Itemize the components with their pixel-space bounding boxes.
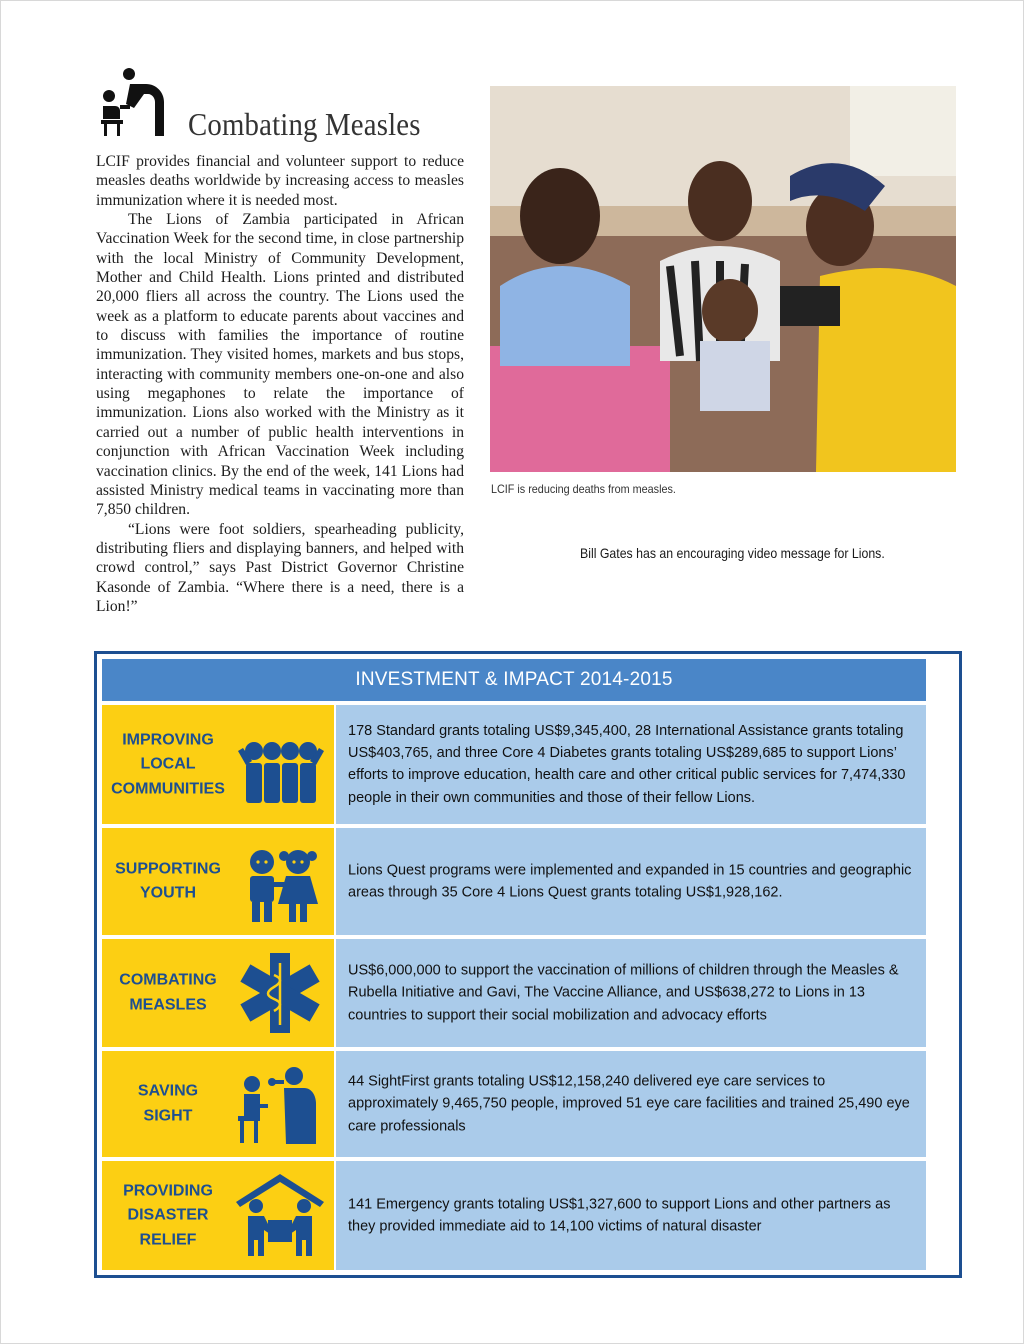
impact-label-cell <box>102 828 334 935</box>
impact-label-cell <box>102 1051 334 1157</box>
impact-label: PROVIDING DISASTER RELIEF <box>123 1181 213 1248</box>
impact-text-cell <box>336 705 926 824</box>
children-icon <box>234 838 326 926</box>
impact-row-disaster <box>102 1161 926 1270</box>
impact-row-communities <box>102 705 926 824</box>
impact-text: 141 Emergency grants totaling US$1,327,600 to support Lions and other partners as they provided immediate aid to 14,100 victims of natural disaster <box>348 1196 891 1235</box>
impact-text: 44 SightFirst grants totaling US$12,158,240 delivered eye care services to approximately 9,465,750 people, improved 51 eye care facilities and trained 25,490 eye care professionals <box>348 1073 910 1135</box>
photo-caption: LCIF is reducing deaths from measles. <box>491 482 676 496</box>
article-body <box>96 152 464 616</box>
impact-text: Lions Quest programs were implemented and expanded in 15 countries and geographic areas through 35 Core 4 Lions Quest grants totaling US$1,928,162. <box>348 862 912 901</box>
article-paragraph: “Lions were foot soldiers, spearheading publicity, distributing fliers and displaying banners, and helped with crowd control,” says Past District Governor Christine Kasonde of Zambia. “Where there is a need, there is a Lion!” <box>96 520 464 615</box>
video-note[interactable]: Bill Gates has an encouraging video message for Lions. <box>580 545 885 561</box>
impact-row-measles <box>102 939 926 1047</box>
eye-exam-icon <box>234 1060 326 1148</box>
star-of-life-icon <box>234 949 326 1037</box>
impact-text-cell <box>336 939 926 1047</box>
disaster-relief-icon <box>234 1172 326 1260</box>
impact-row-sight <box>102 1051 926 1157</box>
article-title: Combating Measles <box>188 106 421 142</box>
vaccination-icon <box>100 66 168 136</box>
impact-text-cell <box>336 1051 926 1157</box>
impact-label: COMBATING MEASLES <box>119 971 217 1013</box>
impact-row-youth <box>102 828 926 935</box>
impact-header: INVESTMENT & IMPACT 2014-2015 <box>102 659 926 701</box>
vaccination-photo <box>490 86 956 472</box>
impact-text-cell <box>336 1161 926 1270</box>
impact-text-cell <box>336 828 926 935</box>
impact-text: 178 Standard grants totaling US$9,345,400, 28 International Assistance grants totaling US$403,765, and three Core 4 Diabetes grants totaling US$289,685 to support Lions’ efforts to improve education, health care and other critical public services for 7,474,330 people in their own communities and those of their fellow Lions. <box>348 722 906 806</box>
article-paragraph: LCIF provides financial and volunteer support to reduce measles deaths worldwide by increasing access to measles immunization where it is needed most. <box>96 153 464 209</box>
impact-label-cell <box>102 1161 334 1270</box>
impact-label: SAVING SIGHT <box>137 1082 199 1124</box>
impact-label-cell <box>102 705 334 824</box>
community-people-icon <box>234 721 326 809</box>
impact-text: US$6,000,000 to support the vaccination of millions of children through the Measles & Rubella Initiative and Gavi, The Vaccine Alliance, and US$638,272 to Lions in 13 countries to support their social mobilization and advocacy efforts <box>348 962 899 1024</box>
impact-label: SUPPORTING YOUTH <box>115 860 221 902</box>
impact-label-cell <box>102 939 334 1047</box>
impact-label: IMPROVING LOCAL COMMUNITIES <box>111 730 225 797</box>
article-paragraph: The Lions of Zambia participated in African Vaccination Week for the second time, in close partnership with the local Ministry of Community Development, Mother and Child Health. Lions printed and distributed 20,000 fliers all across the country. The Lions used the week as a platform to educate parents about vaccines and to discuss with families the importance of routine immunization. They visited homes, markets and bus stops, interacting with community members one-on-one and also using megaphones to relate the importance of immunization. Lions also worked with the Ministry as it carried out a number of public health interventions in conjunction with African Vaccination Week including vaccination clinics. By the end of the week, 141 Lions had assisted Ministry medical teams in vaccinating more than 7,850 children. <box>96 211 464 519</box>
